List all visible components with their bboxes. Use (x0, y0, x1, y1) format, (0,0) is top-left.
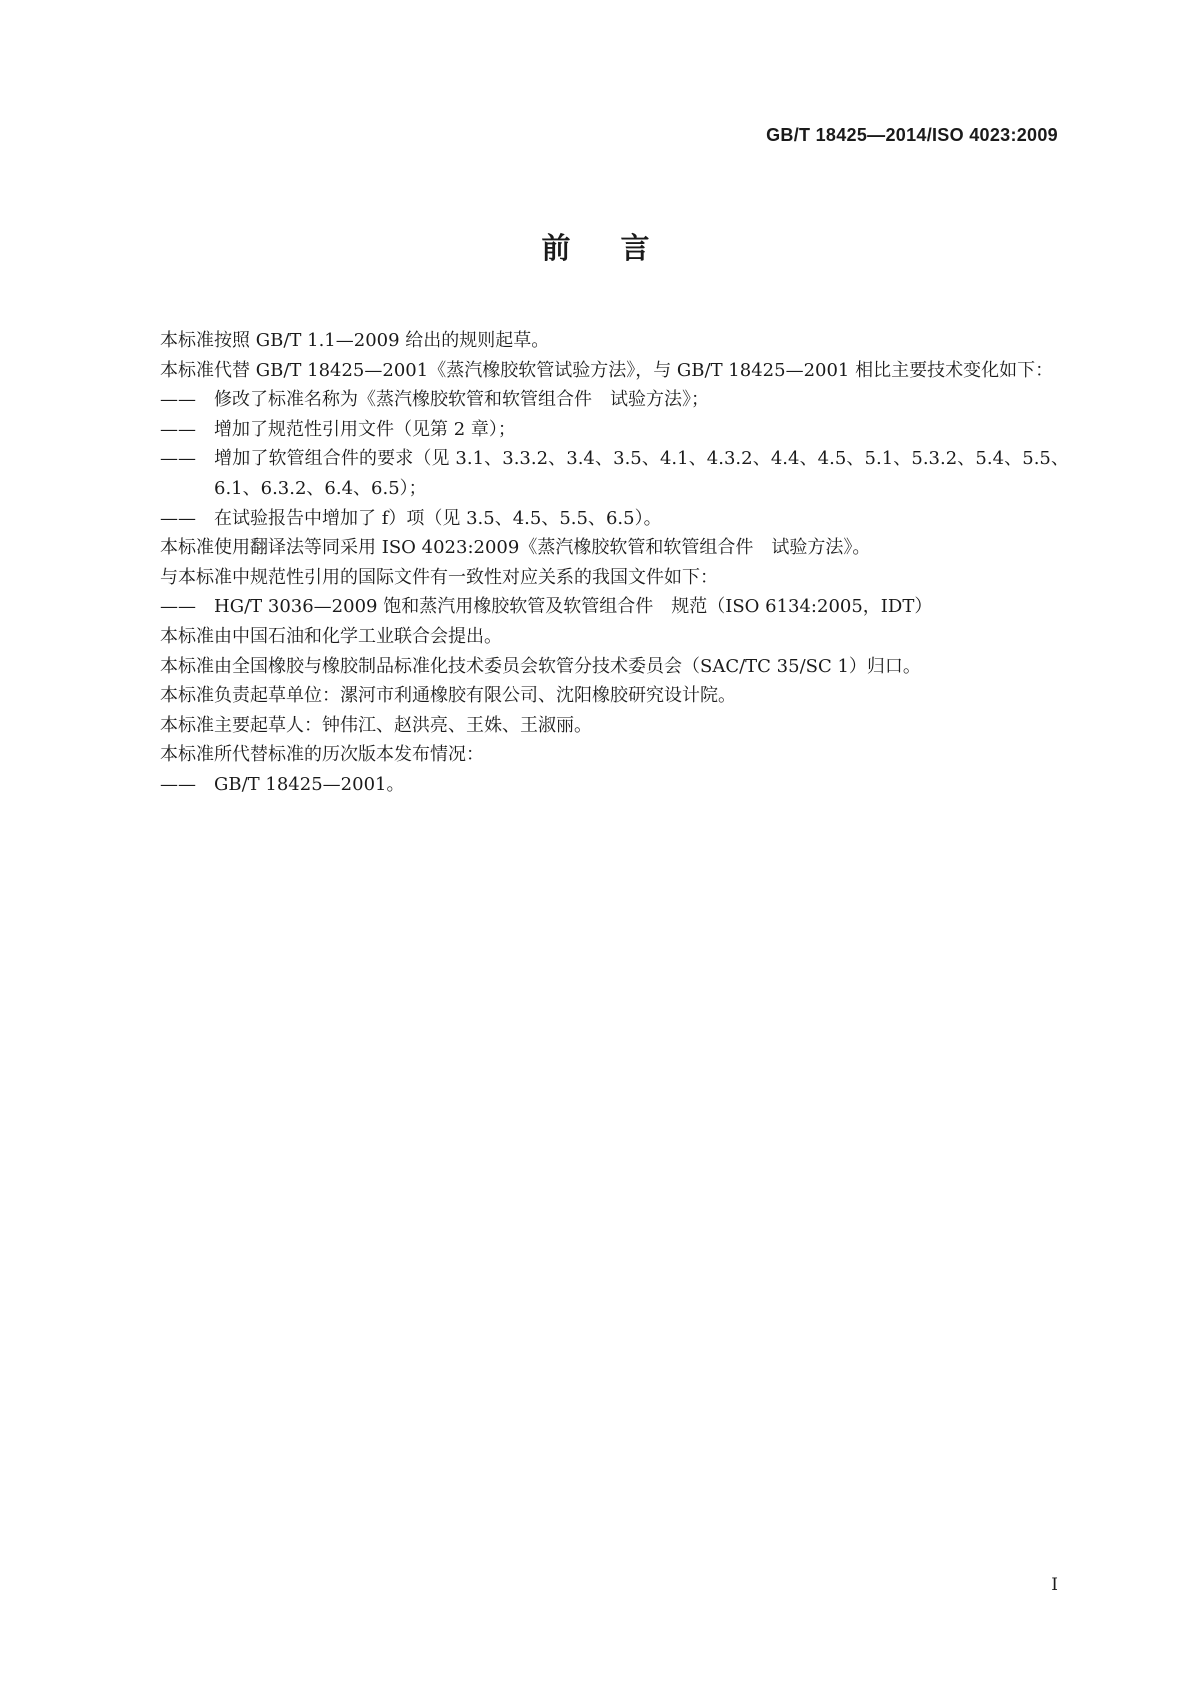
dash-marker: —— (160, 773, 196, 795)
change-item-text: 增加了软管组合件的要求（见 3.1、3.3.2、3.4、3.5、4.1、4.3.2、4.4、4.5、5.1、5.3.2、5.4、5.5、6.1、6.3.2、6.4、6.5）； (214, 448, 1069, 499)
history-item (160, 770, 1069, 800)
change-item (160, 444, 1069, 503)
dash-marker: —— (160, 389, 196, 411)
paragraph-drafting-rules: 本标准按照 GB/T 1.1—2009 给出的规则起草。 (160, 330, 550, 351)
paragraph-replacement: 本标准代替 GB/T 18425—2001《蒸汽橡胶软管试验方法》，与 GB/T 18425—2001 相比主要技术变化如下： (160, 359, 1054, 381)
paragraph-drafters: 本标准主要起草人：钟伟江、赵洪亮、王姝、王淑丽。 (160, 714, 592, 736)
change-item (160, 504, 1069, 534)
change-item-text: 修改了标准名称为《蒸汽橡胶软管和软管组合件 试验方法》； (214, 389, 709, 411)
page-number: I (1051, 1575, 1058, 1595)
paragraph-drafting-units: 本标准负责起草单位：漯河市利通橡胶有限公司、沈阳橡胶研究设计院。 (160, 685, 736, 707)
dash-marker: —— (160, 596, 196, 618)
change-item (160, 385, 1069, 415)
change-item-text: 增加了规范性引用文件（见第 2 章）； (214, 418, 516, 440)
paragraph-correspondence: 与本标准中规范性引用的国际文件有一致性对应关系的我国文件如下： (160, 566, 718, 588)
paragraph-proposer: 本标准由中国石油和化学工业联合会提出。 (160, 625, 502, 647)
change-item-text: 在试验报告中增加了 f）项（见 3.5、4.5、5.5、6.5）。 (214, 507, 662, 529)
standard-code-header: GB/T 18425—2014/ISO 4023:2009 (766, 125, 1058, 145)
paragraph-adoption: 本标准使用翻译法等同采用 ISO 4023:2009《蒸汽橡胶软管和软管组合件 试验方法》。 (160, 537, 871, 559)
change-item (160, 415, 1069, 445)
paragraph-administration: 本标准由全国橡胶与橡胶制品标准化技术委员会软管分技术委员会（SAC/TC 35/SC 1）归口。 (160, 655, 921, 677)
paragraph-history: 本标准所代替标准的历次版本发布情况： (160, 744, 484, 766)
reference-item (160, 592, 1069, 622)
dash-marker: —— (160, 448, 196, 470)
history-item-text: GB/T 18425—2001。 (214, 773, 405, 795)
dash-marker: —— (160, 418, 196, 440)
section-title: 前言 (541, 231, 700, 265)
reference-item-text: HG/T 3036—2009 饱和蒸汽用橡胶软管及软管组合件 规范（ISO 6134:2005，IDT） (214, 596, 933, 618)
dash-marker: —— (160, 507, 196, 529)
foreword-body (124, 326, 1069, 800)
